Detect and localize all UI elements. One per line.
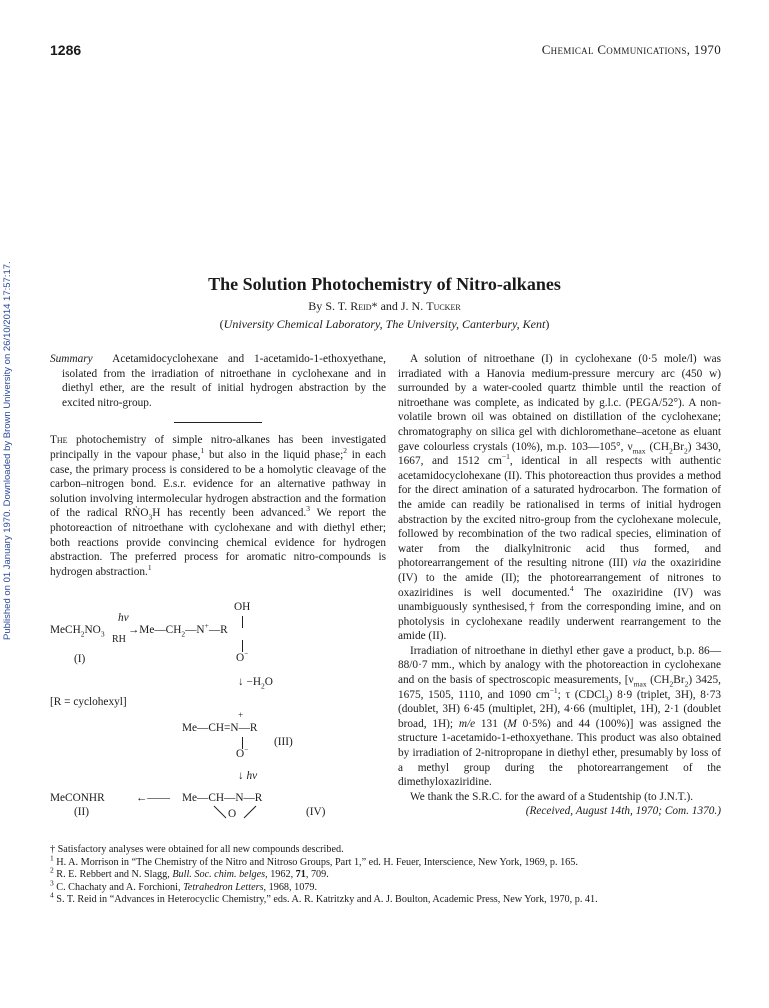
affil-close: ): [545, 317, 550, 331]
r-p2-sub3: 2: [684, 679, 689, 689]
start-b: NO: [84, 624, 101, 636]
results-paragraph-2: [398, 644, 721, 790]
scheme-oxaziridine: Me—CH—N—R: [182, 792, 263, 804]
intro-text-a: photochemistry of simple nitro-alkanes has been investigated principally in the vapour phase,: [50, 434, 386, 461]
intro-text-b: but also in the liquid phase;: [204, 448, 344, 461]
ref-3: 3: [306, 504, 310, 514]
scheme-back-arrow: ←——: [136, 792, 170, 804]
scheme-start: [50, 624, 105, 639]
author2-first: J. N.: [400, 299, 424, 313]
r-p2-sub2: 2: [669, 679, 674, 689]
r-p2-me: m/e: [458, 717, 476, 730]
r-p2-e: ; τ (CDCl: [557, 688, 605, 701]
affil-open: (: [219, 317, 224, 331]
r-p1-d: ) 3430, 1667, and 1512 cm: [398, 440, 721, 468]
scheme-label-1: (I): [74, 653, 86, 665]
received-date: (Received, August 14th, 1970; Com. 1370.): [525, 805, 721, 818]
reference-3: [50, 878, 721, 895]
affil-text: University Chemical Laboratory, The University, Canterbury, Kent: [223, 317, 546, 331]
ref3-journal: Tetrahedron Letters: [183, 881, 264, 893]
ref3-num: 3: [50, 878, 54, 888]
r-p2-b: (CH: [646, 674, 670, 687]
arrow1-sub: 2: [181, 629, 186, 639]
ref2-c: , 709.: [305, 869, 329, 881]
scheme-label-2: (II): [74, 806, 90, 818]
ominus2: O: [236, 748, 245, 760]
r-p2-sub1: max: [633, 679, 647, 689]
ref3-a: C. Chachaty and A. Forchioni,: [53, 881, 184, 893]
article-affiliation: [0, 317, 769, 332]
arrow1-b: —N: [185, 624, 205, 636]
ref1-text: H. A. Morrison in “The Chemistry of the Nitro and Nitroso Groups, Part 1,” ed. H. Feuer, Interscience, New York, 1969, p. 165.: [53, 856, 578, 868]
r-p2-d: ) 3425, 1675, 1505, 1110, and 1090 cm: [398, 674, 721, 701]
scheme-product: MeCONHR: [50, 792, 105, 804]
r-p2-sub4: 3: [604, 693, 609, 703]
ref2-volume: 71: [295, 869, 306, 881]
reaction-scheme: [50, 598, 390, 858]
ref-1b: 1: [147, 562, 152, 572]
download-watermark[interactable]: Published on 01 January 1970. Downloaded by Brown University on 26/10/2014 17:57:17.: [2, 261, 13, 640]
r-p1-sub1: max: [632, 445, 646, 455]
left-column: [50, 352, 386, 579]
r-p2-c: Br: [673, 674, 685, 687]
r-p1-f: the oxaziridine (IV) to the amide (II); the photorearrangement of nitrones to oxaziridines is well documented.: [398, 557, 722, 599]
right-column: [398, 352, 721, 819]
arrow1-a: →Me—CH: [128, 624, 182, 636]
footnotes: [50, 844, 721, 907]
r-p2-h: 0·5%) and 44 (100%)] was assigned the structure 1-acetamido-1-ethoxyethane. This product was also obtained by irradiation of 2-nitropropane in diethyl ether, presumably by loss of a methyl group during the photorearrangement of the dimethyloxaziridine.: [398, 717, 721, 789]
journal-header: Chemical Communications, 1970: [541, 42, 721, 57]
article-title: The Solution Photochemistry of Nitro-alkanes: [208, 274, 561, 294]
intro-paragraph: [50, 433, 386, 579]
r-p1-g: The oxaziridine (IV) was unambiguously synthesised,† from the corresponding imine, and on photolysis in cyclohexane readily underwent rearrangement to the amide (II).: [398, 586, 722, 643]
r-p1-a: A solution of nitroethane (I) in cyclohexane (0·5 mole/l) was irradiated with a Hanovia medium-pressure mercury arc (450 w) surrounded by a water-cooled quartz thimble until the reaction of nitroethane was complete, as indicated by g.l.c. (PEGA/52°). A non-volatile brown oil was obtained on distillation of the cyclohexane; chromatography on silica gel with dichloromethane–acetone as eluant gave colourless crystals (10%), m.p. 103—105°, ν: [398, 353, 721, 453]
mh2o-a: ↓ −H: [238, 676, 262, 688]
author2-last: Tucker: [426, 299, 461, 313]
ominus: O: [236, 652, 245, 664]
article-authors: [0, 299, 769, 314]
r-p1-sub2: 2: [668, 445, 673, 455]
scheme-ominus-2: [236, 745, 249, 760]
r-p1-e: , identical in all respects with authentic acetamidocyclohexane (II). This photoreaction thus provides a method for the direct amination of a saturated hydrocarbon. The formation of the amide can readily be rationalised in terms of initial hydrogen abstraction by the excited nitro-group from the cyclohexane molecule, followed by recombination of the two radical species, elimination of water from the dialkylnitronic acid thus formed, and photorearrangement of the resulting nitrone (III): [398, 455, 721, 570]
ominus-charge: −: [244, 649, 249, 659]
ominus2-charge: −: [244, 745, 249, 755]
scheme-plus: +: [238, 710, 244, 720]
summary-label: Summary: [50, 353, 93, 365]
ref4-num: 4: [50, 890, 54, 900]
r-p2-f: ) 8·9 (triplet, 3H), 8·73 (doublet, 3H) 6·45 (multiplet, 2H), 4·66 (multiplet, 1H), 2·1 (doublet broad, 1H);: [398, 688, 721, 730]
mh2o-b: O: [264, 676, 273, 688]
scheme-nitrone: Me—CH=N—R: [182, 722, 258, 734]
reference-4: [50, 890, 721, 907]
authors-and: and: [380, 299, 398, 313]
start-a: MeCH: [50, 624, 81, 636]
scheme-rh: RH: [112, 634, 126, 645]
r-p1-sup1: −1: [501, 452, 510, 462]
scheme-minus-water: [238, 676, 273, 691]
scheme-bond-o: [242, 640, 243, 652]
scheme-label-4: (IV): [306, 806, 326, 818]
ref2-a: R. E. Rebbert and N. Slagg,: [53, 869, 173, 881]
r-p1-via: via: [632, 557, 647, 570]
r-p1-c: Br: [672, 440, 685, 453]
r-p2-m: M: [507, 717, 517, 730]
mh2o-sub: 2: [261, 681, 265, 691]
arrow1-c: —R: [208, 624, 228, 636]
ref3-b: , 1968, 1079.: [263, 881, 318, 893]
intro-first-word: The: [50, 434, 68, 447]
scheme-r-definition: [R = cyclohexyl]: [50, 696, 127, 708]
ref2-b: , 1962,: [265, 869, 296, 881]
scheme-label-3: (III): [274, 736, 293, 748]
scheme-hv: hν: [118, 612, 129, 624]
summary: [50, 352, 386, 410]
scheme-ominus: [236, 649, 249, 664]
ref-1: 1: [200, 446, 205, 456]
start-sub: 2: [80, 629, 85, 639]
scheme-bond-oh: [242, 616, 243, 628]
intro-text-e: We report the photoreaction of nitroethane with cyclohexane and with diethyl ether; both reactions provide convincing chemical evidence for hydrogen abstraction. The preferred process for aromatic nitro-compounds is hydrogen abstraction.: [50, 507, 386, 578]
scheme-oh: OH: [234, 601, 251, 613]
scheme-hv-2: ↓ hν: [238, 770, 258, 782]
r-p1-sub3: 2: [684, 445, 688, 455]
author1-first: S. T.: [325, 299, 348, 313]
intro-text-d: H has recently been advanced.: [152, 507, 307, 520]
start-sub2: 3: [100, 629, 105, 639]
scheme-hydroxylamine: [128, 621, 228, 639]
page-number: 1286: [50, 42, 82, 58]
summary-divider: [174, 422, 262, 423]
ref1-num: 1: [50, 853, 54, 863]
ref2-num: 2: [50, 865, 54, 875]
results-paragraph-1: [398, 352, 721, 644]
intro-sub: 3: [148, 512, 153, 522]
ref-2: 2: [343, 446, 347, 456]
ref2-journal: Bull. Soc. chim. belges: [172, 869, 266, 881]
footnote-dagger: † Satisfactory analyses were obtained for all new compounds described.: [50, 844, 344, 855]
r-p1-sup2: 4: [569, 583, 574, 593]
ref4-text: S. T. Reid in “Advances in Heterocyclic Chemistry,” eds. A. R. Katritzky and A. J. Boulton, Academic Press, New York, 1970, p. 41.: [53, 894, 598, 906]
scheme-ring-o: O: [228, 808, 237, 820]
reference-1: [50, 853, 721, 870]
summary-text: Acetamidocyclohexane and 1-acetamido-1-ethoxyethane, isolated from the irradiation of nitroethane in cyclohexane and in diethyl ether, are the result of initial hydrogen abstraction by the excited nitro-group.: [62, 353, 386, 409]
r-p2-a: Irradiation of nitroethane in diethyl ether gave a product, b.p. 86—88/0·7 mm., which by analogy with the photoreaction in cyclohexane and on the basis of spectroscopic measurements, [ν: [398, 644, 721, 687]
r-p2-sup1: −1: [549, 685, 558, 695]
nplus: +: [204, 621, 209, 631]
acknowledgement: We thank the S.R.C. for the award of a Studentship (to J.N.T.).: [410, 790, 694, 803]
r-p1-b: (CH: [645, 440, 669, 453]
r-p2-g: 131 (: [475, 717, 508, 730]
authors-by: By: [308, 299, 323, 313]
reference-2: [50, 865, 721, 882]
intro-text-c: in each case, the primary process is considered to be a homolytic cleavage of the carbon–nitrogen bond. E.s.r. evidence for an alternative pathway in solution involving intermolecular hydrogen abstraction and the formation of the radical RṄO: [50, 448, 386, 520]
author1-last: Reid*: [350, 299, 378, 313]
